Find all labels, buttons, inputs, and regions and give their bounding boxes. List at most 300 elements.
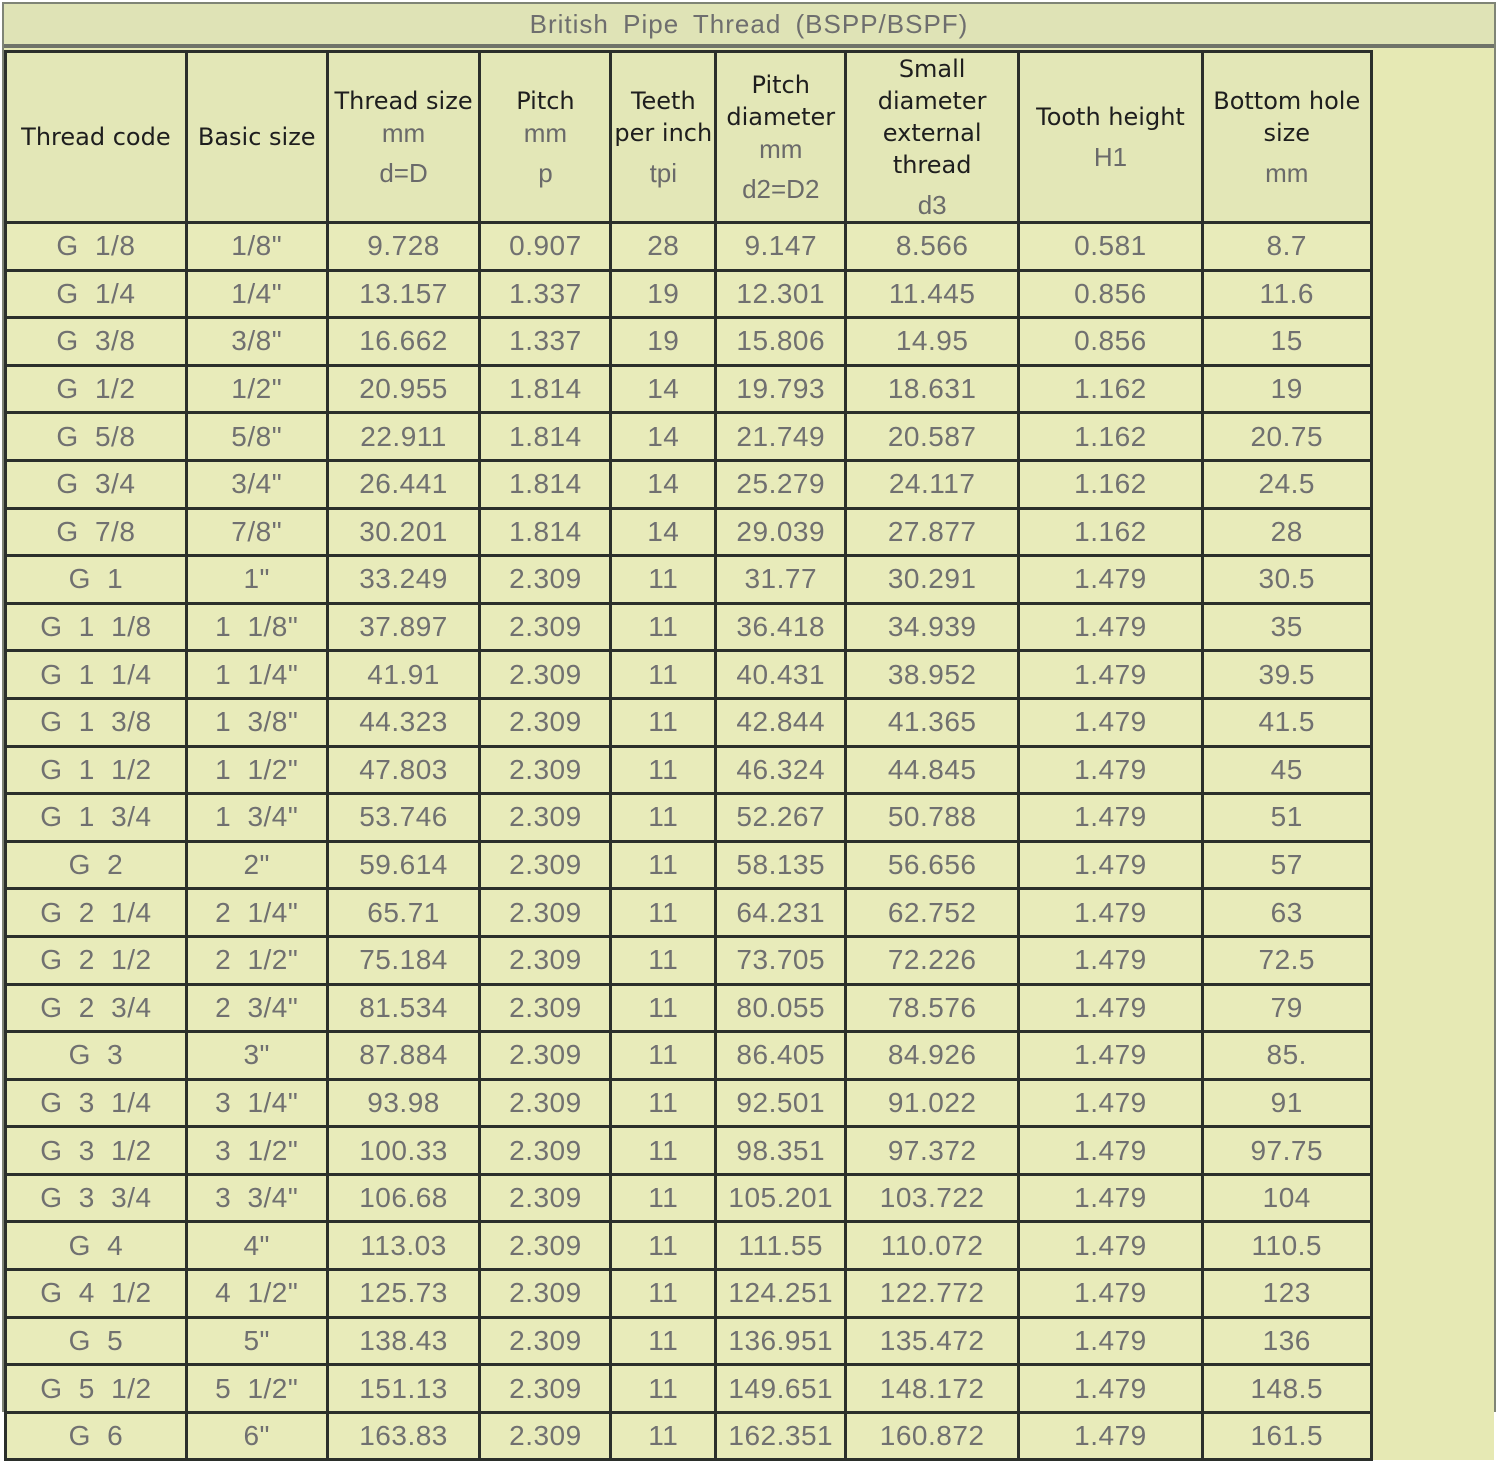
cell-teeth-per-inch: 11 <box>611 651 716 699</box>
cell-pitch-diameter: 52.267 <box>716 794 846 842</box>
cell-thread-size: 22.911 <box>327 413 480 461</box>
row-filler <box>1371 556 1494 604</box>
table-row <box>6 698 1495 746</box>
cell-tooth-height: 0.856 <box>1019 318 1203 366</box>
cell-pitch: 2.309 <box>480 1174 611 1222</box>
header-main-text: Tooth height <box>1036 103 1185 131</box>
cell-tooth-height: 1.479 <box>1019 1270 1203 1318</box>
cell-tooth-height: 1.479 <box>1019 1174 1203 1222</box>
cell-thread-size: 125.73 <box>327 1270 480 1318</box>
cell-pitch-diameter: 42.844 <box>716 698 846 746</box>
cell-bottom-hole-size: 85. <box>1202 1032 1371 1080</box>
header-sym-text: d=D <box>379 158 428 188</box>
cell-small-diameter: 41.365 <box>846 698 1019 746</box>
cell-tooth-height: 1.479 <box>1019 1412 1203 1460</box>
cell-thread-code: G 2 3/4 <box>6 984 187 1032</box>
table-row <box>6 936 1495 984</box>
cell-tooth-height: 1.479 <box>1019 1317 1203 1365</box>
cell-thread-code: G 3 1/4 <box>6 1079 187 1127</box>
header-main-text: Pitch diameter <box>726 71 836 131</box>
cell-small-diameter: 20.587 <box>846 413 1019 461</box>
table-row <box>6 556 1495 604</box>
row-filler <box>1371 984 1494 1032</box>
cell-thread-size: 16.662 <box>327 318 480 366</box>
cell-bottom-hole-size: 110.5 <box>1202 1222 1371 1270</box>
column-header-small-diameter <box>846 52 1019 223</box>
cell-bottom-hole-size: 79 <box>1202 984 1371 1032</box>
cell-pitch: 2.309 <box>480 1032 611 1080</box>
cell-pitch: 2.309 <box>480 1270 611 1318</box>
cell-teeth-per-inch: 14 <box>611 413 716 461</box>
cell-teeth-per-inch: 11 <box>611 1032 716 1080</box>
cell-thread-size: 65.71 <box>327 889 480 937</box>
cell-pitch-diameter: 40.431 <box>716 651 846 699</box>
cell-basic-size: 3 1/2" <box>186 1127 327 1175</box>
cell-pitch-diameter: 80.055 <box>716 984 846 1032</box>
cell-bottom-hole-size: 72.5 <box>1202 936 1371 984</box>
header-row <box>6 52 1495 223</box>
cell-thread-code: G 1 1/4 <box>6 651 187 699</box>
cell-tooth-height: 1.479 <box>1019 1127 1203 1175</box>
cell-small-diameter: 14.95 <box>846 318 1019 366</box>
header-main-text: Bottom hole size <box>1213 87 1361 147</box>
cell-pitch-diameter: 98.351 <box>716 1127 846 1175</box>
cell-small-diameter: 97.372 <box>846 1127 1019 1175</box>
row-filler <box>1371 318 1494 366</box>
cell-small-diameter: 27.877 <box>846 508 1019 556</box>
cell-teeth-per-inch: 11 <box>611 1412 716 1460</box>
cell-small-diameter: 91.022 <box>846 1079 1019 1127</box>
cell-pitch: 1.814 <box>480 365 611 413</box>
cell-thread-size: 87.884 <box>327 1032 480 1080</box>
cell-pitch-diameter: 92.501 <box>716 1079 846 1127</box>
cell-bottom-hole-size: 57 <box>1202 841 1371 889</box>
cell-basic-size: 1/4" <box>186 270 327 318</box>
cell-pitch-diameter: 149.651 <box>716 1365 846 1413</box>
cell-basic-size: 3 1/4" <box>186 1079 327 1127</box>
table-row <box>6 1032 1495 1080</box>
cell-basic-size: 1 1/4" <box>186 651 327 699</box>
header-filler <box>1371 52 1494 223</box>
header-main-text: Thread code <box>21 123 171 151</box>
cell-small-diameter: 72.226 <box>846 936 1019 984</box>
cell-tooth-height: 1.479 <box>1019 746 1203 794</box>
cell-small-diameter: 148.172 <box>846 1365 1019 1413</box>
cell-bottom-hole-size: 11.6 <box>1202 270 1371 318</box>
cell-basic-size: 3/4" <box>186 460 327 508</box>
cell-pitch: 1.337 <box>480 318 611 366</box>
cell-pitch: 2.309 <box>480 889 611 937</box>
cell-tooth-height: 1.479 <box>1019 698 1203 746</box>
cell-thread-size: 13.157 <box>327 270 480 318</box>
header-sym-text: d2=D2 <box>742 174 820 204</box>
row-filler <box>1371 841 1494 889</box>
cell-pitch: 2.309 <box>480 1317 611 1365</box>
row-filler <box>1371 1412 1494 1460</box>
table-row <box>6 1317 1495 1365</box>
table-row <box>6 841 1495 889</box>
cell-pitch: 2.309 <box>480 936 611 984</box>
cell-bottom-hole-size: 28 <box>1202 508 1371 556</box>
cell-teeth-per-inch: 11 <box>611 841 716 889</box>
cell-thread-size: 75.184 <box>327 936 480 984</box>
cell-bottom-hole-size: 19 <box>1202 365 1371 413</box>
cell-basic-size: 5" <box>186 1317 327 1365</box>
cell-basic-size: 1 1/8" <box>186 603 327 651</box>
cell-pitch: 2.309 <box>480 698 611 746</box>
table-body <box>6 223 1495 1460</box>
cell-teeth-per-inch: 11 <box>611 1127 716 1175</box>
row-filler <box>1371 1174 1494 1222</box>
cell-basic-size: 2 1/4" <box>186 889 327 937</box>
column-header-thread-size <box>327 52 480 223</box>
cell-tooth-height: 1.479 <box>1019 1032 1203 1080</box>
cell-basic-size: 7/8" <box>186 508 327 556</box>
cell-pitch-diameter: 36.418 <box>716 603 846 651</box>
cell-thread-code: G 6 <box>6 1412 187 1460</box>
cell-thread-size: 9.728 <box>327 223 480 271</box>
cell-teeth-per-inch: 11 <box>611 984 716 1032</box>
cell-thread-code: G 3 3/4 <box>6 1174 187 1222</box>
table-row <box>6 1270 1495 1318</box>
header-sym-text: tpi <box>649 158 678 188</box>
cell-basic-size: 1" <box>186 556 327 604</box>
cell-thread-size: 93.98 <box>327 1079 480 1127</box>
row-filler <box>1371 508 1494 556</box>
cell-small-diameter: 30.291 <box>846 556 1019 604</box>
cell-small-diameter: 44.845 <box>846 746 1019 794</box>
bsp-thread-table <box>4 50 1494 1461</box>
cell-pitch: 2.309 <box>480 1365 611 1413</box>
cell-teeth-per-inch: 14 <box>611 365 716 413</box>
table-row <box>6 413 1495 461</box>
cell-basic-size: 1/8" <box>186 223 327 271</box>
header-sym-text: mm <box>1265 158 1309 188</box>
header-main-text: Thread size <box>334 87 473 115</box>
row-filler <box>1371 1127 1494 1175</box>
cell-pitch-diameter: 25.279 <box>716 460 846 508</box>
cell-pitch: 2.309 <box>480 651 611 699</box>
cell-pitch: 2.309 <box>480 794 611 842</box>
cell-bottom-hole-size: 104 <box>1202 1174 1371 1222</box>
cell-teeth-per-inch: 19 <box>611 270 716 318</box>
cell-pitch: 2.309 <box>480 1127 611 1175</box>
cell-thread-size: 81.534 <box>327 984 480 1032</box>
cell-small-diameter: 135.472 <box>846 1317 1019 1365</box>
cell-pitch: 0.907 <box>480 223 611 271</box>
column-header-basic-size <box>186 52 327 223</box>
cell-teeth-per-inch: 11 <box>611 889 716 937</box>
table-row <box>6 984 1495 1032</box>
cell-thread-code: G 2 1/4 <box>6 889 187 937</box>
cell-thread-size: 41.91 <box>327 651 480 699</box>
column-header-pitch <box>480 52 611 223</box>
cell-thread-size: 20.955 <box>327 365 480 413</box>
cell-thread-code: G 4 1/2 <box>6 1270 187 1318</box>
cell-thread-size: 163.83 <box>327 1412 480 1460</box>
table-row <box>6 603 1495 651</box>
table-row <box>6 1127 1495 1175</box>
cell-pitch-diameter: 86.405 <box>716 1032 846 1080</box>
cell-small-diameter: 24.117 <box>846 460 1019 508</box>
cell-small-diameter: 160.872 <box>846 1412 1019 1460</box>
table-row <box>6 794 1495 842</box>
cell-basic-size: 6" <box>186 1412 327 1460</box>
cell-small-diameter: 78.576 <box>846 984 1019 1032</box>
table-row <box>6 508 1495 556</box>
header-main-text: Teeth per inch <box>614 87 713 147</box>
cell-thread-code: G 3/4 <box>6 460 187 508</box>
cell-teeth-per-inch: 28 <box>611 223 716 271</box>
cell-teeth-per-inch: 11 <box>611 1365 716 1413</box>
cell-tooth-height: 1.479 <box>1019 556 1203 604</box>
table-row <box>6 1079 1495 1127</box>
cell-bottom-hole-size: 63 <box>1202 889 1371 937</box>
cell-teeth-per-inch: 11 <box>611 1079 716 1127</box>
cell-teeth-per-inch: 11 <box>611 556 716 604</box>
row-filler <box>1371 1270 1494 1318</box>
cell-bottom-hole-size: 15 <box>1202 318 1371 366</box>
cell-bottom-hole-size: 45 <box>1202 746 1371 794</box>
cell-tooth-height: 1.162 <box>1019 413 1203 461</box>
table-row <box>6 460 1495 508</box>
cell-bottom-hole-size: 161.5 <box>1202 1412 1371 1460</box>
cell-tooth-height: 1.479 <box>1019 1222 1203 1270</box>
cell-teeth-per-inch: 14 <box>611 508 716 556</box>
cell-thread-code: G 1 1/2 <box>6 746 187 794</box>
cell-pitch-diameter: 19.793 <box>716 365 846 413</box>
row-filler <box>1371 936 1494 984</box>
cell-thread-size: 100.33 <box>327 1127 480 1175</box>
cell-tooth-height: 1.162 <box>1019 365 1203 413</box>
cell-basic-size: 3" <box>186 1032 327 1080</box>
cell-thread-code: G 1/4 <box>6 270 187 318</box>
table-row <box>6 223 1495 271</box>
cell-basic-size: 5/8" <box>186 413 327 461</box>
cell-thread-size: 59.614 <box>327 841 480 889</box>
cell-pitch: 2.309 <box>480 746 611 794</box>
cell-tooth-height: 1.479 <box>1019 1365 1203 1413</box>
row-filler <box>1371 698 1494 746</box>
cell-pitch-diameter: 64.231 <box>716 889 846 937</box>
cell-pitch: 2.309 <box>480 556 611 604</box>
cell-thread-code: G 2 1/2 <box>6 936 187 984</box>
cell-basic-size: 1 1/2" <box>186 746 327 794</box>
row-filler <box>1371 1032 1494 1080</box>
table-row <box>6 1174 1495 1222</box>
cell-tooth-height: 1.479 <box>1019 889 1203 937</box>
cell-tooth-height: 0.581 <box>1019 223 1203 271</box>
cell-bottom-hole-size: 39.5 <box>1202 651 1371 699</box>
cell-thread-size: 106.68 <box>327 1174 480 1222</box>
cell-teeth-per-inch: 11 <box>611 1174 716 1222</box>
cell-bottom-hole-size: 123 <box>1202 1270 1371 1318</box>
cell-tooth-height: 1.479 <box>1019 603 1203 651</box>
cell-pitch-diameter: 29.039 <box>716 508 846 556</box>
row-filler <box>1371 1079 1494 1127</box>
cell-small-diameter: 56.656 <box>846 841 1019 889</box>
header-main-text: Small diameter external thread <box>877 55 987 179</box>
cell-bottom-hole-size: 91 <box>1202 1079 1371 1127</box>
cell-thread-code: G 3 1/2 <box>6 1127 187 1175</box>
header-main-text: Pitch <box>516 87 575 115</box>
cell-pitch: 1.814 <box>480 508 611 556</box>
cell-pitch: 2.309 <box>480 1412 611 1460</box>
column-header-thread-code <box>6 52 187 223</box>
cell-thread-code: G 7/8 <box>6 508 187 556</box>
cell-basic-size: 1/2" <box>186 365 327 413</box>
cell-bottom-hole-size: 136 <box>1202 1317 1371 1365</box>
row-filler <box>1371 365 1494 413</box>
cell-tooth-height: 1.479 <box>1019 794 1203 842</box>
cell-bottom-hole-size: 35 <box>1202 603 1371 651</box>
table-row <box>6 1365 1495 1413</box>
cell-bottom-hole-size: 148.5 <box>1202 1365 1371 1413</box>
cell-basic-size: 5 1/2" <box>186 1365 327 1413</box>
cell-small-diameter: 38.952 <box>846 651 1019 699</box>
cell-basic-size: 4 1/2" <box>186 1270 327 1318</box>
row-filler <box>1371 1222 1494 1270</box>
cell-tooth-height: 1.479 <box>1019 841 1203 889</box>
table-row <box>6 318 1495 366</box>
cell-pitch-diameter: 12.301 <box>716 270 846 318</box>
table-row <box>6 1412 1495 1460</box>
cell-bottom-hole-size: 30.5 <box>1202 556 1371 604</box>
cell-basic-size: 3 3/4" <box>186 1174 327 1222</box>
cell-bottom-hole-size: 97.75 <box>1202 1127 1371 1175</box>
cell-thread-size: 30.201 <box>327 508 480 556</box>
cell-basic-size: 1 3/4" <box>186 794 327 842</box>
cell-thread-size: 151.13 <box>327 1365 480 1413</box>
row-filler <box>1371 1317 1494 1365</box>
row-filler <box>1371 889 1494 937</box>
row-filler <box>1371 223 1494 271</box>
cell-thread-code: G 1 3/8 <box>6 698 187 746</box>
cell-thread-code: G 1 <box>6 556 187 604</box>
cell-pitch-diameter: 15.806 <box>716 318 846 366</box>
header-sym-text: p <box>538 158 553 188</box>
cell-thread-code: G 2 <box>6 841 187 889</box>
cell-teeth-per-inch: 14 <box>611 460 716 508</box>
cell-pitch-diameter: 58.135 <box>716 841 846 889</box>
cell-pitch-diameter: 162.351 <box>716 1412 846 1460</box>
row-filler <box>1371 651 1494 699</box>
cell-tooth-height: 1.162 <box>1019 508 1203 556</box>
header-unit-text: mm <box>523 118 568 148</box>
column-header-tooth-height <box>1019 52 1203 223</box>
cell-thread-code: G 1 3/4 <box>6 794 187 842</box>
cell-thread-size: 138.43 <box>327 1317 480 1365</box>
cell-thread-code: G 1/8 <box>6 223 187 271</box>
table-row <box>6 365 1495 413</box>
cell-small-diameter: 8.566 <box>846 223 1019 271</box>
cell-basic-size: 3/8" <box>186 318 327 366</box>
cell-basic-size: 4" <box>186 1222 327 1270</box>
header-unit-text: mm <box>759 134 803 164</box>
cell-pitch: 1.337 <box>480 270 611 318</box>
table-row <box>6 746 1495 794</box>
cell-thread-code: G 5 1/2 <box>6 1365 187 1413</box>
cell-small-diameter: 34.939 <box>846 603 1019 651</box>
cell-bottom-hole-size: 20.75 <box>1202 413 1371 461</box>
cell-teeth-per-inch: 11 <box>611 1222 716 1270</box>
cell-thread-size: 33.249 <box>327 556 480 604</box>
cell-pitch: 2.309 <box>480 1222 611 1270</box>
header-unit-text: mm <box>381 118 426 148</box>
cell-tooth-height: 0.856 <box>1019 270 1203 318</box>
column-header-pitch-diameter <box>716 52 846 223</box>
cell-small-diameter: 122.772 <box>846 1270 1019 1318</box>
table-row <box>6 651 1495 699</box>
cell-teeth-per-inch: 11 <box>611 794 716 842</box>
cell-thread-code: G 5/8 <box>6 413 187 461</box>
row-filler <box>1371 794 1494 842</box>
cell-pitch: 1.814 <box>480 413 611 461</box>
row-filler <box>1371 270 1494 318</box>
row-filler <box>1371 603 1494 651</box>
cell-small-diameter: 103.722 <box>846 1174 1019 1222</box>
header-sym-text: d3 <box>917 190 947 220</box>
cell-small-diameter: 18.631 <box>846 365 1019 413</box>
cell-basic-size: 2" <box>186 841 327 889</box>
cell-teeth-per-inch: 11 <box>611 603 716 651</box>
cell-thread-size: 113.03 <box>327 1222 480 1270</box>
row-filler <box>1371 460 1494 508</box>
table-title: British Pipe Thread (BSPP/BSPF) <box>4 4 1494 48</box>
cell-pitch-diameter: 31.77 <box>716 556 846 604</box>
cell-pitch-diameter: 9.147 <box>716 223 846 271</box>
cell-tooth-height: 1.479 <box>1019 1079 1203 1127</box>
cell-pitch-diameter: 136.951 <box>716 1317 846 1365</box>
cell-pitch: 2.309 <box>480 1079 611 1127</box>
cell-teeth-per-inch: 11 <box>611 1317 716 1365</box>
cell-small-diameter: 11.445 <box>846 270 1019 318</box>
cell-pitch-diameter: 73.705 <box>716 936 846 984</box>
cell-thread-code: G 1/2 <box>6 365 187 413</box>
cell-small-diameter: 62.752 <box>846 889 1019 937</box>
row-filler <box>1371 746 1494 794</box>
cell-pitch-diameter: 21.749 <box>716 413 846 461</box>
cell-thread-code: G 5 <box>6 1317 187 1365</box>
cell-teeth-per-inch: 11 <box>611 698 716 746</box>
cell-thread-code: G 4 <box>6 1222 187 1270</box>
cell-thread-code: G 3 <box>6 1032 187 1080</box>
cell-thread-size: 37.897 <box>327 603 480 651</box>
header-main-text: Basic size <box>197 123 316 151</box>
cell-teeth-per-inch: 11 <box>611 936 716 984</box>
cell-pitch-diameter: 105.201 <box>716 1174 846 1222</box>
table-row <box>6 270 1495 318</box>
cell-tooth-height: 1.479 <box>1019 936 1203 984</box>
cell-tooth-height: 1.162 <box>1019 460 1203 508</box>
cell-pitch: 1.814 <box>480 460 611 508</box>
cell-tooth-height: 1.479 <box>1019 984 1203 1032</box>
row-filler <box>1371 1365 1494 1413</box>
cell-thread-size: 26.441 <box>327 460 480 508</box>
cell-pitch: 2.309 <box>480 984 611 1032</box>
thread-table-sheet <box>2 2 1496 1452</box>
cell-bottom-hole-size: 24.5 <box>1202 460 1371 508</box>
cell-small-diameter: 50.788 <box>846 794 1019 842</box>
cell-tooth-height: 1.479 <box>1019 651 1203 699</box>
header-sym-text: H1 <box>1093 142 1128 172</box>
cell-teeth-per-inch: 11 <box>611 1270 716 1318</box>
cell-bottom-hole-size: 8.7 <box>1202 223 1371 271</box>
cell-pitch: 2.309 <box>480 603 611 651</box>
cell-pitch-diameter: 111.55 <box>716 1222 846 1270</box>
table-row <box>6 889 1495 937</box>
cell-teeth-per-inch: 11 <box>611 746 716 794</box>
